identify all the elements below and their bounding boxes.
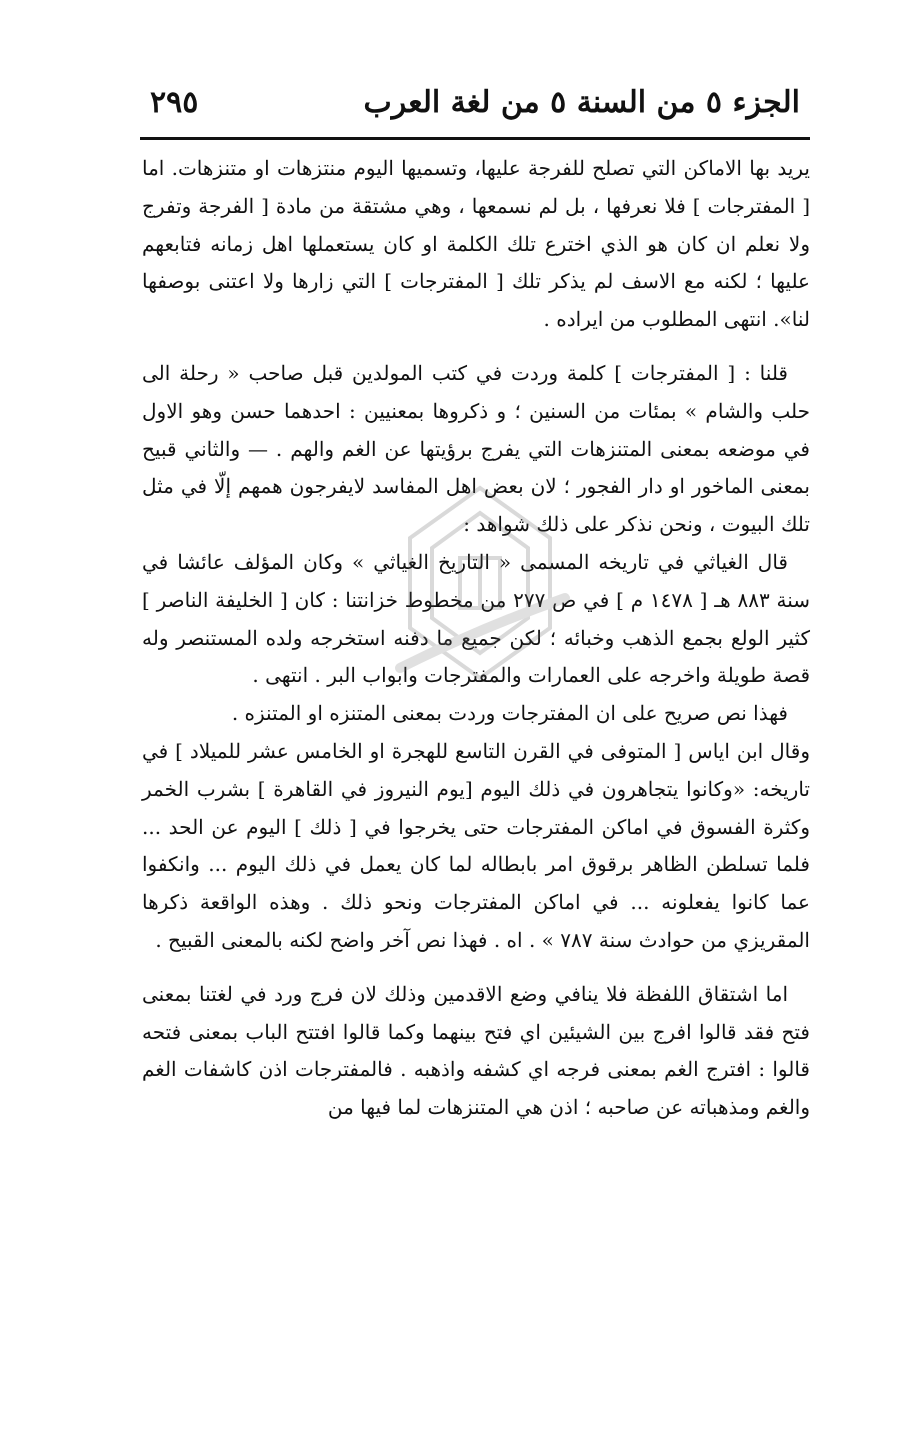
paragraph-6: اما اشتقاق اللفظة فلا ينافي وضع الاقدمين وذلك لان فرج ورد في لغتنا بمعنى فتح فقد قالوا افرج بين الشيئين اي فتح بينهما وكما قالوا افتتح الباب بمعنى فتحه قالوا : افترج الغم بمعنى فرجه اي كشفه واذهبه . فالمفترجات اذن كاشفات الغم والغم ومذهباته عن صاحبه ؛ اذن هي المتنزهات لما فيها من <box>142 981 810 1120</box>
header-rule <box>140 137 810 140</box>
paragraph-4: فهذا نص صريح على ان المفترجات وردت بمعنى المتنزه او المتنزه . <box>231 701 788 726</box>
page-header <box>150 78 800 126</box>
page-number: ٢٩٥ <box>150 84 199 120</box>
running-title: الجزء ٥ من السنة ٥ من لغة العرب <box>363 84 800 120</box>
paragraph-3: قال الغياثي في تاريخه المسمى « التاريخ الغياثي » وكان المؤلف عائشا في سنة ٨٨٣ هـ [ ١٤٧٨ م ] في ص ٢٧٧ من مخطوط خزانتنا : كان [ الخليفة الناصر ] كثير الولع بجمع الذهب وخبائه ؛ لكن جميع ما دفنه استخرجه ولده المستنصر وله قصة طويلة واخرجه على العمارات والمفترجات وابواب البر . انتهى . <box>142 549 811 688</box>
paragraph-5: وقال ابن اياس [ المتوفى في القرن التاسع للهجرة او الخامس عشر للميلاد ] في تاريخه: «وكانوا يتجاهرون في ذلك اليوم [يوم النيروز في القاهرة ] بشرب الخمر وكثرة الفسوق في اماكن المفترجات حتى يخرجوا في [ ذلك ] اليوم عن الحد ... فلما تسلطن الظاهر برقوق امر بابطاله لما كان يعمل في ذلك اليوم ... وانكفوا عما كانوا يفعلونه ... في اماكن المفترجات ونحو ذلك . وهذه الواقعة ذكرها المقريزي من حوادث سنة ٧٨٧ » . اه . فهذا نص آخر واضح لكنه بالمعنى القبيح . <box>142 738 810 952</box>
paragraph-1: يريد بها الاماكن التي تصلح للفرجة عليها، وتسميها اليوم منتزهات او متنزهات. اما [ المفترجات ] فلا نعرفها ، بل لم نسمعها ، وهي مشتقة من مادة [ الفرجة وتفرج ولا نعلم ان كان هو الذي اخترع تلك الكلمة او كان يستعملها اهل زمانه فتابعهم عليها ؛ لكنه مع الاسف لم يذكر تلك [ المفترجات ] التي زارها ولا اعتنى بوصفها لنا». انتهى المطلوب من ايراده . <box>142 156 810 332</box>
body-text <box>142 150 810 1127</box>
paragraph-2: قلنا : [ المفترجات ] كلمة وردت في كتب المولدين قبل صاحب « رحلة الى حلب والشام » بمئات من السنين ؛ و ذكروها بمعنيين : احدهما حسن وهو الاول في موضعه بمعنى المتنزهات التي يفرج برؤيتها عن الغم والهم . — والثاني قبيح بمعنى الماخور او دار الفجور ؛ لان بعض اهل المفاسد لايفرجون همهم إلّا في مثل تلك البيوت ، ونحن نذكر على ذلك شواهد : <box>142 360 810 537</box>
